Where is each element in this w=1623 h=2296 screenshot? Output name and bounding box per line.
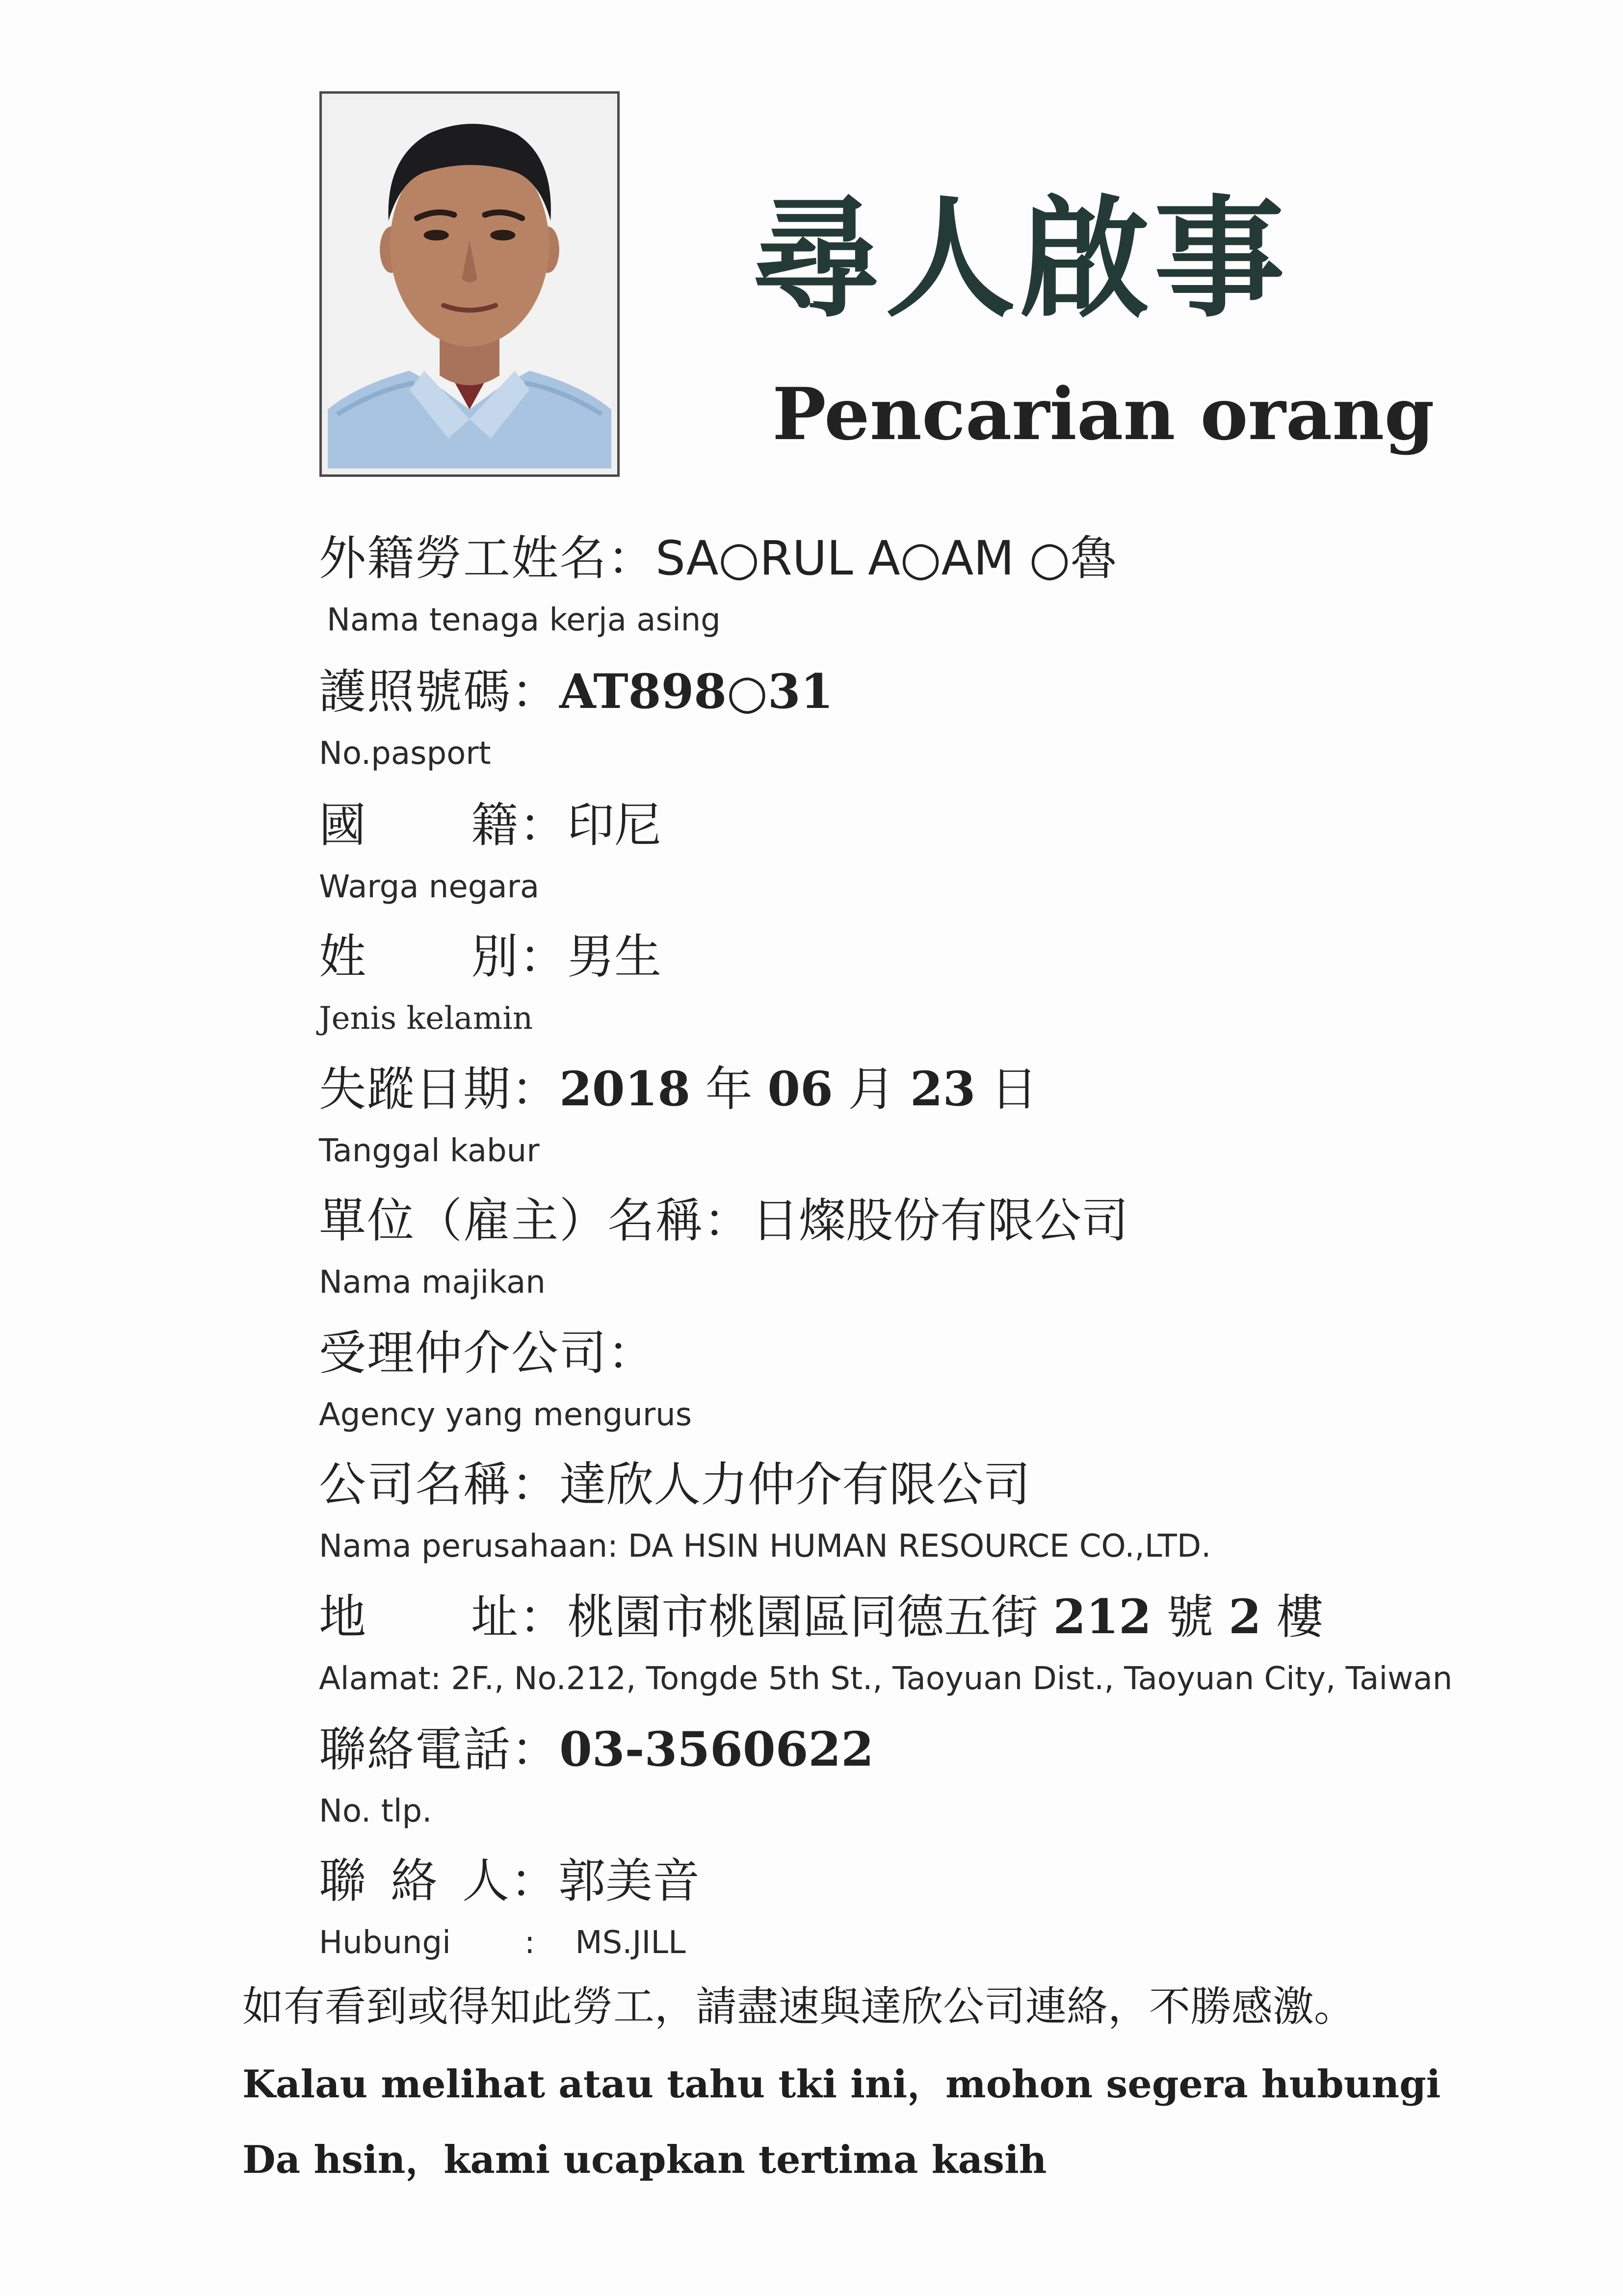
address-value-2: 號 [1166,1590,1214,1644]
field-passport [319,664,834,772]
footer-indonesian-line-1: Kalau melihat atau tahu tki ini，mohon segera hubungi [242,2062,1441,2107]
missing-date-month: 06 [767,1061,833,1117]
phone-label: 聯絡電話： [319,1722,559,1777]
field-gender [319,929,661,1037]
address-number-2: 2 [1228,1589,1261,1644]
contact-label-b: 絡 [391,1853,439,1908]
field-company [319,1457,1211,1565]
passport-label: 護照號碼： [319,664,559,719]
field-nationality [319,798,661,905]
missing-date-day-unit: 日 [990,1062,1038,1117]
passport-value: AT898○31 [559,664,834,719]
company-label: 公司名稱： [319,1457,559,1512]
contact-sublabel-value: MS.JILL [575,1925,686,1961]
field-phone [319,1722,874,1829]
contact-label-c: 人： [462,1853,558,1908]
gender-label-b: 別： [471,929,567,984]
field-employer [319,1193,1128,1301]
agency-label: 受理仲介公司： [319,1326,655,1381]
nationality-label-b: 籍： [471,798,567,853]
address-sublabel: Alamat: 2F., No.212, Tongde 5th St., Taoyuan Dist., Taoyuan City, Taiwan [319,1661,1453,1697]
gender-value: 男生 [567,929,661,984]
phone-sublabel: No. tlp. [319,1793,432,1829]
footer-chinese: 如有看到或得知此勞工，請盡速與達欣公司連絡，不勝感激。 [242,1983,1356,2031]
field-agency [319,1326,692,1433]
address-number-1: 212 [1053,1589,1152,1644]
page-subtitle: Pencarian orang [772,372,1435,456]
page-title: 尋人啟事 [751,183,1288,335]
gender-label-a: 姓 [319,929,367,984]
missing-date-year-unit: 年 [705,1062,753,1117]
field-contact [319,1853,700,1961]
address-label-a: 地 [319,1590,367,1644]
address-value-3: 樓 [1276,1590,1324,1644]
contact-sublabel-separator: : [524,1925,535,1961]
missing-date-label: 失蹤日期： [319,1062,559,1117]
gender-sublabel: Jenis kelamin [319,1000,533,1037]
worker-name-label: 外籍勞工姓名： [319,531,655,586]
person-photo [319,91,620,477]
missing-date-sublabel: Tanggal kabur [319,1133,540,1169]
contact-label-a: 聯 [319,1853,367,1908]
person-photo-icon [328,100,611,469]
employer-label: 單位（雇主）名稱： [319,1193,752,1248]
company-value: 達欣人力仲介有限公司 [559,1457,1030,1512]
missing-date-day: 23 [910,1061,976,1117]
field-worker-name [319,531,1118,638]
employer-sublabel: Nama majikan [319,1264,546,1301]
missing-date-year: 2018 [559,1061,691,1117]
passport-sublabel: No.pasport [319,735,491,772]
address-value-1: 桃園市桃園區同德五街 [567,1590,1038,1644]
contact-sublabel-row [319,1925,700,1961]
employer-value: 日燦股份有限公司 [752,1193,1128,1248]
footer-indonesian-line-2: Da hsin，kami ucapkan tertima kasih [242,2138,1047,2182]
nationality-sublabel: Warga negara [319,869,540,905]
field-address [319,1589,1453,1697]
address-label-b: 址： [471,1590,567,1644]
field-missing-date [319,1061,1038,1169]
nationality-value: 印尼 [567,798,661,853]
company-sublabel: Nama perusahaan: DA HSIN HUMAN RESOURCE CO.,LTD. [319,1528,1211,1565]
worker-name-value: SA○RUL A○AM ○魯 [655,531,1118,586]
worker-name-sublabel: Nama tenaga kerja asing [327,602,721,638]
contact-value: 郭美音 [558,1853,700,1908]
contact-sublabel: Hubungi [319,1925,451,1961]
missing-date-month-unit: 月 [848,1062,895,1117]
nationality-label-a: 國 [319,798,367,853]
phone-value: 03-3560622 [559,1722,874,1777]
agency-sublabel: Agency yang mengurus [319,1397,692,1433]
